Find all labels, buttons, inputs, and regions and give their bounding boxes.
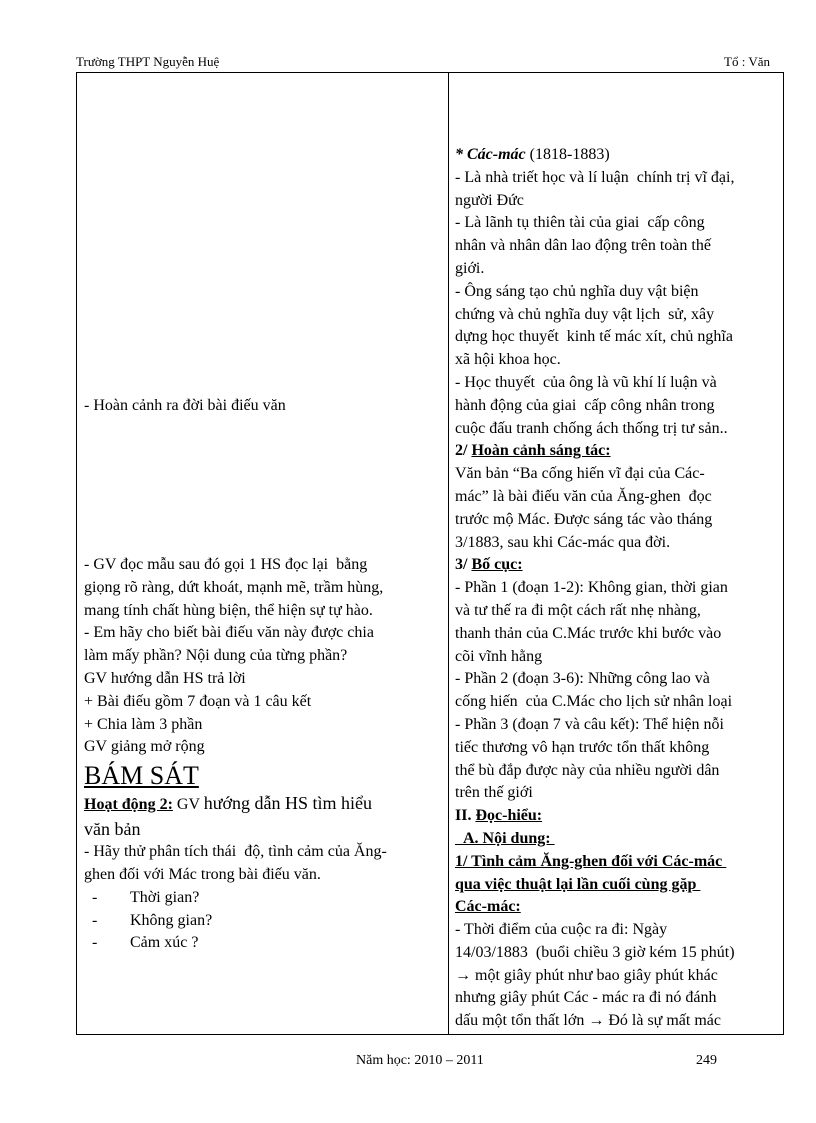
layout-line-10: trên thế giới [455, 784, 533, 802]
activity-continued: văn bản [84, 819, 141, 840]
read-line-1: - GV đọc mẫu sau đó gọi 1 HS đọc lại bằng [84, 556, 368, 573]
context-item: - Hoàn cảnh ra đời bài điếu văn [84, 397, 286, 414]
read-line-5: làm mấy phần? Nội dung của từng phần? [84, 647, 348, 665]
layout-line-3: thanh thản của C.Mác trước khi bước vào [455, 624, 722, 642]
marx-line-9: xã hội khoa học. [455, 351, 561, 369]
bam-sat-heading: BÁM SÁT [84, 761, 199, 791]
layout-line-2: và tư thế ra đi một cách rất nhẹ nhàng, [455, 601, 701, 619]
school-name: Trường THPT Nguyễn Huệ [76, 54, 220, 69]
context-title: Hoàn cảnh sáng tác: [471, 442, 611, 460]
department-name: Tổ : Văn [724, 54, 770, 69]
lesson-table [76, 72, 784, 1035]
layout-line-6: cống hiến của C.Mác cho lịch sử nhân loại [455, 693, 733, 711]
context-line-4: 3/1883, sau khi Các-mác qua đời. [455, 533, 671, 551]
left-context-block [84, 395, 442, 418]
feeling-heading-2: qua việc thuật lại lần cuối cùng gặp [455, 875, 701, 893]
marx-line-10: - Học thuyết của ông là vũ khí lí luận và [455, 373, 717, 391]
time-line-4: nhưng giây phút Các - mác ra đi nó đánh [455, 989, 717, 1007]
layout-line-4: cõi vĩnh hằng [455, 647, 543, 665]
read-line-2: giọng rõ ràng, dứt khoát, mạnh mẽ, trầm hùng, [84, 578, 384, 596]
layout-heading [455, 554, 779, 577]
bullet-emotion: - Cảm xúc ? [84, 932, 442, 955]
read-line-7: + Bài điếu gồm 7 đoạn và 1 câu kết [84, 692, 312, 710]
school-year: Năm học: 2010 – 2011 [356, 1053, 484, 1068]
activity-label: Hoạt động 2: [84, 796, 173, 814]
read-line-4: - Em hãy cho biết bài điếu văn này được chia [84, 624, 374, 642]
page-number: 249 [696, 1053, 717, 1068]
layout-title: Bố cục: [471, 556, 523, 574]
layout-line-9: thể bù đắp được này của nhiều người dân [455, 761, 720, 779]
right-content-block [455, 144, 779, 1033]
bullet-space: - Không gian? [84, 910, 442, 933]
layout-line-5: - Phần 2 (đoạn 3-6): Những công lao và [455, 670, 710, 688]
read-line-3: mang tính chất hùng biện, thể hiện sự tự hào. [84, 601, 373, 619]
marx-line-4: nhân và nhân dân lao động trên toàn thế [455, 237, 711, 255]
layout-line-7: - Phần 3 (đoạn 7 và câu kết): Thể hiện nỗi [455, 715, 724, 733]
marx-line-2: người Đức [455, 191, 524, 209]
context-line-2: mác” là bài điếu văn của Ăng-ghen đọc [455, 487, 712, 505]
context-number: 2/ [455, 442, 472, 460]
marx-line-5: giới. [455, 259, 485, 277]
column-divider [448, 73, 449, 1034]
bullet-time: - Thời gian? [84, 887, 442, 910]
marx-line-12: cuộc đấu tranh chống ách thống trị tư sản.. [455, 419, 728, 437]
read-line-9: GV giảng mở rộng [84, 738, 205, 756]
marx-line-11: hành động của giai cấp công nhân trong [455, 396, 715, 414]
section-2-heading [455, 805, 779, 828]
question-line-2: ghen đối với Mác trong bài điếu văn. [84, 865, 321, 883]
layout-number: 3/ [455, 556, 472, 574]
time-line-3: → một giây phút như bao giây phút khác [455, 966, 718, 984]
activity-text-b: hướng dẫn HS tìm hiểu [203, 793, 373, 814]
feeling-heading-3: Các-mác: [455, 898, 521, 916]
read-line-8: + Chia làm 3 phần [84, 715, 203, 733]
context-line-1: Văn bản “Ba cống hiến vĩ đại của Các- [455, 465, 705, 483]
layout-line-1: - Phần 1 (đoạn 1-2): Không gian, thời gian [455, 579, 728, 597]
marx-line-7: chứng và chủ nghĩa duy vật lịch sử, xây [455, 305, 715, 323]
question-line-1: - Hãy thử phân tích thái độ, tình cảm của Ăng- [84, 843, 387, 861]
feeling-heading-1: 1/ Tình cảm Ăng-ghen đối với Các-mác [455, 852, 727, 870]
layout-line-8: tiếc thương vô hạn trước tổn thất không [455, 738, 710, 756]
time-line-2: 14/03/1883 (buổi chiều 3 giờ kém 15 phút) [455, 943, 735, 961]
sub-a-heading: A. Nội dung: [455, 829, 555, 847]
marx-heading [455, 144, 779, 167]
section-2-number: II. [455, 807, 476, 825]
marx-line-6: - Ông sáng tạo chủ nghĩa duy vật biện [455, 282, 699, 300]
section-2-title: Đọc-hiểu: [475, 807, 543, 825]
marx-line-1: - Là nhà triết học và lí luận chính trị vĩ đại, [455, 168, 735, 186]
marx-line-8: dựng học thuyết kinh tế mác xít, chủ nghĩa [455, 328, 733, 346]
activity-heading [84, 791, 442, 817]
context-heading [455, 440, 779, 463]
time-line-1: - Thời điểm của cuộc ra đi: Ngày [455, 921, 668, 939]
marx-years: (1818-1883) [525, 146, 610, 163]
time-line-5: dấu một tổn thất lớn → Đó là sự mất mác [455, 1012, 721, 1030]
marx-line-3: - Là lãnh tụ thiên tài của giai cấp công [455, 214, 705, 232]
page-header [76, 54, 772, 73]
activity-text-a: GV [176, 796, 200, 814]
context-line-3: trước mộ Mác. Được sáng tác vào tháng [455, 510, 713, 528]
marx-title: * Các-mác [455, 146, 526, 163]
left-activity-block [84, 554, 442, 955]
read-line-6: GV hướng dẫn HS trả lời [84, 669, 246, 687]
